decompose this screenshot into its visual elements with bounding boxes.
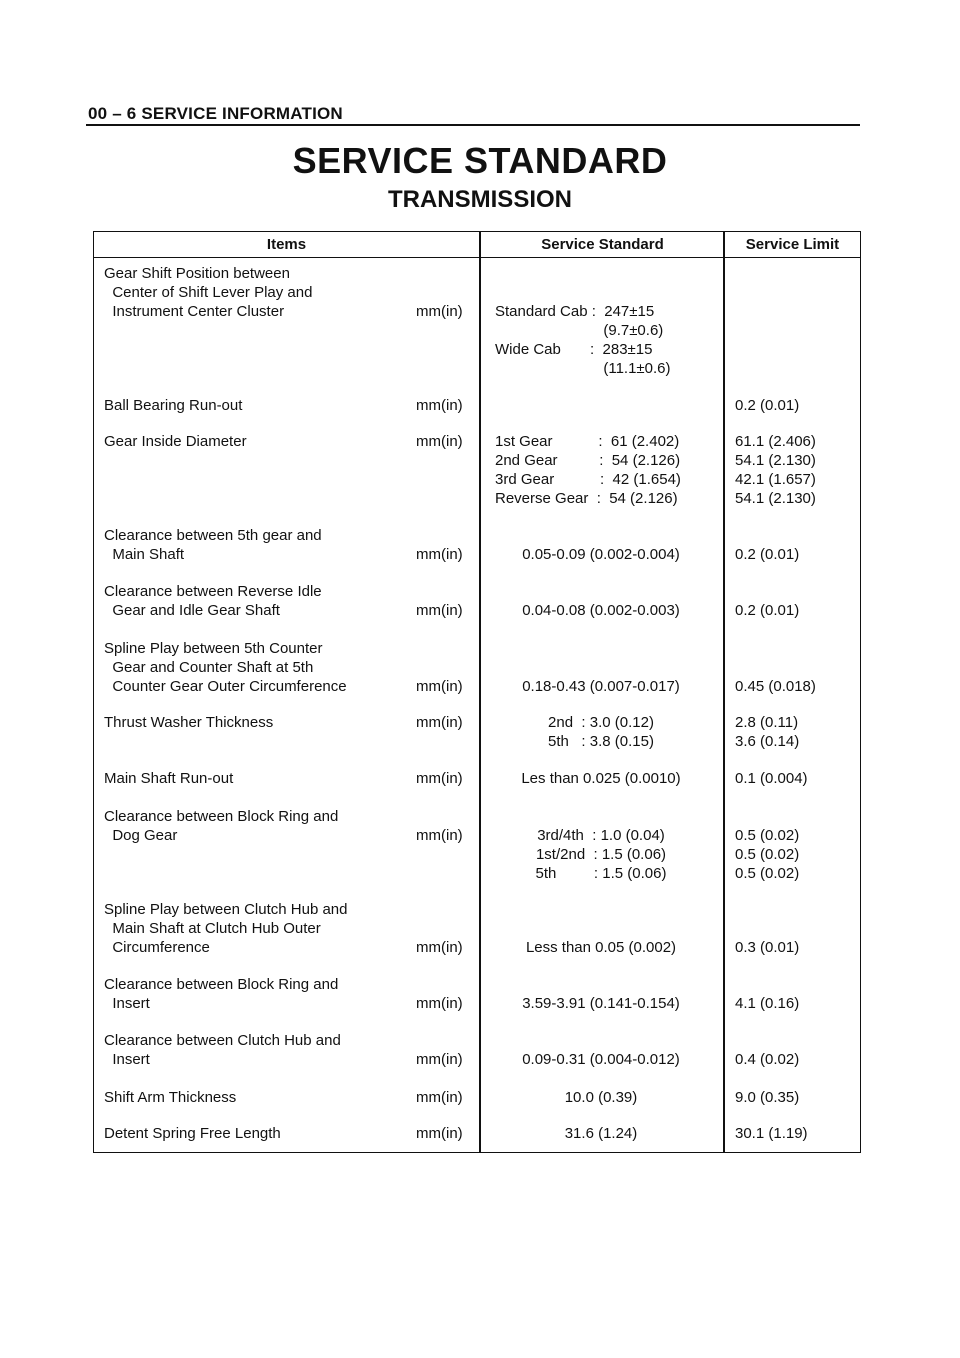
table-row-standard: 0.18-0.43 (0.007-0.017) (522, 678, 680, 695)
table-row-standard: Standard Cab : 247±15 (9.7±0.6) Wide Cab : 283±15 (11.1±0.6) (495, 303, 671, 377)
table-row-unit: mm(in) (416, 1089, 463, 1106)
table-row-limit: 9.0 (0.35) (735, 1089, 800, 1106)
table-row-standard: 10.0 (0.39) (564, 1089, 638, 1106)
table-row-item: Gear Inside Diameter (104, 433, 247, 450)
section-header: 00 – 6 SERVICE INFORMATION (88, 104, 343, 123)
header-rule (86, 124, 860, 126)
table-row-item: Clearance between Reverse Idle Gear and Idle Gear Shaft (104, 583, 322, 619)
table-row-standard: 3rd/4th : 1.0 (0.04) 1st/2nd : 1.5 (0.06) 5th : 1.5 (0.06) (535, 827, 667, 882)
table-row-limit: 0.2 (0.01) (735, 546, 800, 563)
table-row-unit: mm(in) (416, 602, 463, 619)
service-standard-table (93, 231, 861, 1153)
table-row-item: Thrust Washer Thickness (104, 714, 274, 731)
table-row-unit: mm(in) (416, 827, 463, 844)
table-row-item: Clearance between 5th gear and Main Shaft (104, 527, 322, 563)
table-row-limit: 30.1 (1.19) (735, 1125, 808, 1142)
table-row-item: Detent Spring Free Length (104, 1125, 281, 1142)
table-row-item: Main Shaft Run-out (104, 770, 234, 787)
table-row-unit: mm(in) (416, 995, 463, 1012)
table-row-standard: 31.6 (1.24) (564, 1125, 638, 1142)
table-row-unit: mm(in) (416, 1125, 463, 1142)
column-divider (723, 232, 725, 1152)
column-header-items: Items (266, 236, 307, 253)
table-row-item: Clearance between Block Ring and Insert (104, 976, 339, 1012)
table-row-item: Spline Play between Clutch Hub and Main Shaft at Clutch Hub Outer Circumference (104, 901, 348, 956)
table-row-limit: 0.45 (0.018) (735, 678, 816, 695)
table-row-limit: 0.2 (0.01) (735, 602, 800, 619)
table-row-unit: mm(in) (416, 433, 463, 450)
table-header-row (94, 232, 860, 258)
table-row-unit: mm(in) (416, 1051, 463, 1068)
column-header-limit: Service Limit (745, 236, 840, 253)
table-row-standard: 3.59-3.91 (0.141-0.154) (522, 995, 680, 1012)
table-row-limit: 0.1 (0.004) (735, 770, 808, 787)
table-row-standard: Les than 0.025 (0.0010) (521, 770, 681, 787)
table-row-item: Shift Arm Thickness (104, 1089, 237, 1106)
table-row-unit: mm(in) (416, 939, 463, 956)
table-row-standard: 1st Gear : 61 (2.402) 2nd Gear : 54 (2.126) 3rd Gear : 42 (1.654) Reverse Gear : 54 (2.126) (495, 433, 681, 507)
table-row-standard: Less than 0.05 (0.002) (525, 939, 677, 956)
table-row-item: Gear Shift Position between Center of Shift Lever Play and Instrument Center Cluster (104, 265, 313, 320)
table-row-standard: 0.05-0.09 (0.002-0.004) (522, 546, 680, 563)
table-row-unit: mm(in) (416, 303, 463, 320)
table-row-unit: mm(in) (416, 770, 463, 787)
table-row-item: Ball Bearing Run-out (104, 397, 243, 414)
table-row-limit: 4.1 (0.16) (735, 995, 800, 1012)
table-row-unit: mm(in) (416, 678, 463, 695)
table-row-limit: 0.2 (0.01) (735, 397, 800, 414)
table-row-limit: 2.8 (0.11) 3.6 (0.14) (735, 714, 800, 750)
table-row-standard: 2nd : 3.0 (0.12) 5th : 3.8 (0.15) (548, 714, 654, 750)
page-title: SERVICE STANDARD (292, 140, 668, 181)
column-header-standard: Service Standard (541, 236, 664, 253)
table-row-unit: mm(in) (416, 714, 463, 731)
table-row-standard: 0.04-0.08 (0.002-0.003) (522, 602, 680, 619)
table-row-limit: 0.4 (0.02) (735, 1051, 800, 1068)
table-row-item: Clearance between Block Ring and Dog Gear (104, 808, 339, 844)
page-subtitle: TRANSMISSION (387, 186, 572, 213)
table-row-item: Clearance between Clutch Hub and Insert (104, 1032, 341, 1068)
table-row-unit: mm(in) (416, 397, 463, 414)
table-row-item: Spline Play between 5th Counter Gear and Counter Shaft at 5th Counter Gear Outer Circumference (104, 640, 347, 695)
table-row-limit: 61.1 (2.406) 54.1 (2.130) 42.1 (1.657) 54.1 (2.130) (735, 433, 816, 507)
table-row-standard: 0.09-0.31 (0.004-0.012) (522, 1051, 680, 1068)
table-row-limit: 0.5 (0.02) 0.5 (0.02) 0.5 (0.02) (735, 827, 800, 882)
table-row-unit: mm(in) (416, 546, 463, 563)
table-row-limit: 0.3 (0.01) (735, 939, 800, 956)
